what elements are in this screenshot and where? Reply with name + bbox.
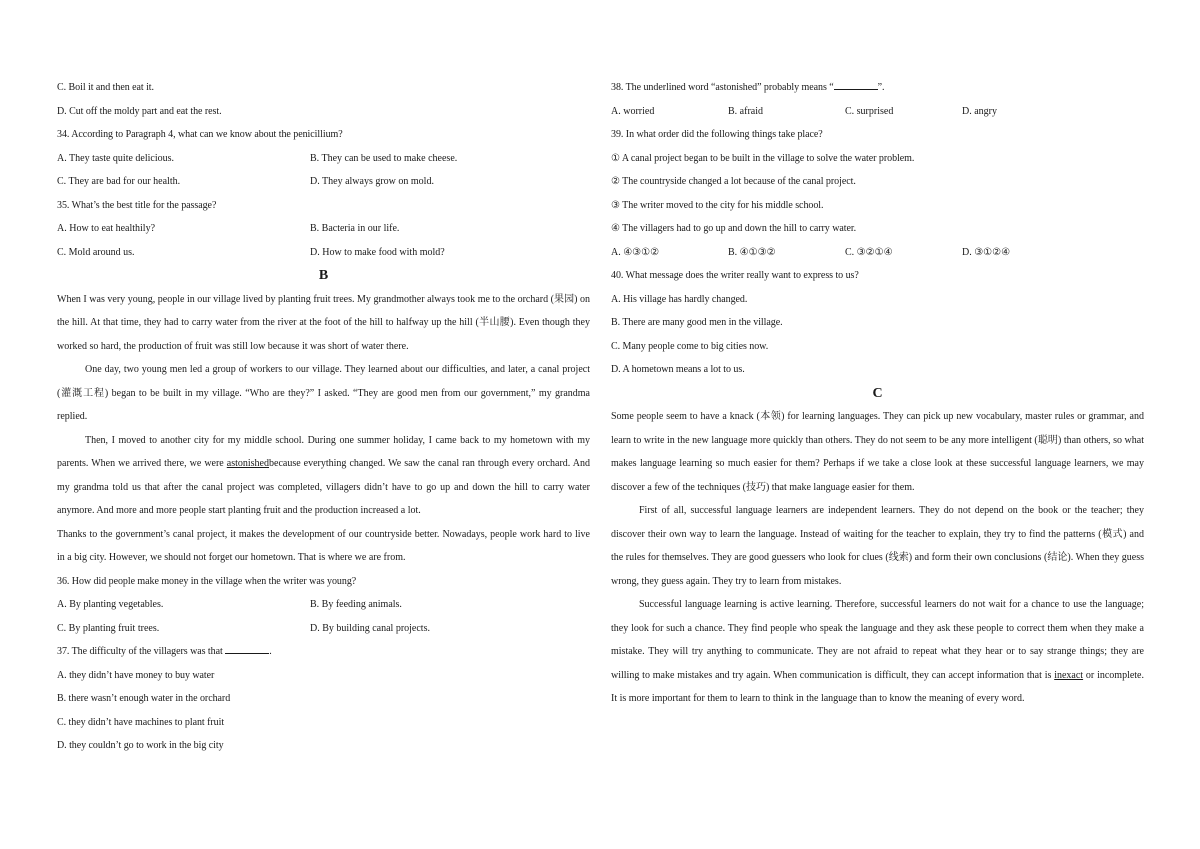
left-column — [57, 76, 590, 758]
underlined-word-inexact: inexact — [1054, 669, 1084, 681]
q40-stem: 40. What message does the writer really want to express to us? — [611, 270, 859, 281]
q39-event-3: ③ The writer moved to the city for his middle school. — [611, 199, 824, 211]
q37-option-b: B. there wasn’t enough water in the orchard — [57, 693, 231, 704]
q33-option-c: C. Boil it and then eat it. — [57, 82, 154, 93]
q40-option-c: C. Many people come to big cities now. — [611, 340, 769, 352]
q39-option-b: B. ④①③② — [728, 246, 776, 258]
q37-stem-text: 37. The difficulty of the villagers was that — [57, 646, 223, 657]
q36-options-row-1 — [57, 593, 590, 617]
q38-stem-before: 38. The underlined word “astonished” probably means “ — [611, 82, 834, 93]
passage-b-paragraph-2: One day, two young men led a group of workers to our village. They learned about our difficulties, and later, a canal project (灌溉工程) began to be built in my village. “Who are they?” I asked. “They are good men from our government,” my grandma replied. — [57, 364, 590, 422]
q34-option-a: A. They taste quite delicious. — [57, 152, 175, 164]
q39-stem: 39. In what order did the following things take place? — [611, 129, 823, 140]
q38-stem-after: ”. — [877, 82, 885, 93]
q38-option-d: D. angry — [962, 105, 997, 117]
q37-option-a: A. they didn’t have money to buy water — [57, 669, 215, 681]
q39-event-1: ① A canal project began to be built in the village to solve the water problem. — [611, 152, 915, 164]
q38-answer-blank — [834, 78, 878, 90]
passage-c-paragraph-1: Some people seem to have a knack (本领) for learning languages. They can pick up new vocabulary, master rules or grammar, and learn to write in the new language more quickly than others. They do not seem to be any more intelligent (聪明) than others, so what makes language learning so much easier for them? Perhaps if we take a close look at these successful language learners, we may discover a few of the techniques (技巧) that make language easier for them. — [611, 411, 1144, 493]
q34-option-b: B. They can be used to make cheese. — [310, 152, 458, 164]
q35-option-a: A. How to eat healthily? — [57, 223, 156, 234]
q35-option-d: D. How to make food with mold? — [310, 246, 445, 258]
passage-b-p3-text-before: Then, I moved to another city for my middle school. During one summer holiday, I came back to my hometown with my parents. When we arrived there, we were — [57, 434, 590, 469]
q38-options-row — [611, 100, 1144, 124]
q35-option-b: B. Bacteria in our life. — [310, 223, 400, 234]
section-b-heading: B — [318, 268, 329, 283]
q36-option-a: A. By planting vegetables. — [57, 599, 164, 610]
passage-b-paragraph-1: When I was very young, people in our village lived by planting fruit trees. My grandmother always took me to the orchard (果园) on the hill. At that time, they had to carry water from the river at the foot of the hill to halfway up the hill (半山腰). Even though they worked so hard, the production of fruit was still low because it was short of water there. — [57, 293, 590, 352]
passage-b-p3-text-after: because everything changed. We saw the canal ran through every orchard. And my grandma told us that after the canal project was completed, villagers didn’t have to go up and down the hill to carry water anymore. And more and more people start planting fruit and the production increased a lot. — [57, 458, 591, 516]
q35-option-c: C. Mold around us. — [57, 246, 135, 258]
q36-option-d: D. By building canal projects. — [310, 622, 430, 634]
passage-b-paragraph-3 — [57, 429, 590, 523]
q40-option-d: D. A hometown means a lot to us. — [611, 364, 745, 375]
q38-option-c: C. surprised — [845, 105, 894, 117]
q39-option-d: D. ③①②④ — [962, 246, 1011, 258]
q33-option-d: D. Cut off the moldy part and eat the rest. — [57, 105, 222, 117]
q37-option-c: C. they didn’t have machines to plant fruit — [57, 716, 225, 728]
section-c-heading: C — [872, 385, 883, 401]
underlined-word-astonished: astonished — [226, 458, 269, 469]
q38-option-b: B. afraid — [728, 105, 763, 117]
q35-stem: 35. What’s the best title for the passage? — [57, 199, 217, 211]
q38-stem — [611, 76, 1144, 100]
q36-option-b: B. By feeding animals. — [310, 599, 402, 610]
passage-c-paragraph-2: First of all, successful language learners are independent learners. They do not depend on the book or the teacher; they discover their own way to learn the language. Instead of waiting for the teacher to explain, they try to find the patterns (模式) and the rules for themselves. They are good guessers who look for clues (线索) and form their own conclusions (结论). When they guess wrong, they guess again. They try to learn from mistakes. — [611, 505, 1144, 587]
q34-option-d: D. They always grow on mold. — [310, 176, 434, 187]
q35-options-row-2 — [57, 241, 590, 265]
q39-option-c: C. ③②①④ — [845, 246, 893, 258]
q39-event-2: ② The countryside changed a lot because of the canal project. — [611, 176, 856, 187]
q39-event-4: ④ The villagers had to go up and down the hill to carry water. — [611, 223, 857, 234]
passage-c-paragraph-3 — [611, 593, 1144, 711]
passage-b-paragraph-4: Thanks to the government’s canal project, it makes the development of our countryside better. Nowadays, people work hard to live in a big city. However, we should not forget our hometown. That is where we are from. — [57, 528, 590, 563]
q39-option-a: A. ④③①② — [611, 246, 660, 258]
q37-answer-blank — [225, 642, 269, 654]
q34-options-row-1 — [57, 147, 590, 171]
q34-options-row-2 — [57, 170, 590, 194]
q37-option-d: D. they couldn’t go to work in the big city — [57, 740, 224, 751]
q36-options-row-2 — [57, 617, 590, 641]
q35-options-row-1 — [57, 217, 590, 241]
q39-options-row — [611, 241, 1144, 265]
q34-stem: 34. According to Paragraph 4, what can we know about the penicillium? — [57, 129, 343, 140]
passage-c-p3-text-after: or incomplete. It is more important for them to learn to think in the language than to know the meaning of every word. — [611, 669, 1144, 704]
q38-option-a: A. worried — [611, 105, 655, 117]
q34-option-c: C. They are bad for our health. — [57, 176, 181, 187]
q40-option-b: B. There are many good men in the village. — [611, 317, 783, 328]
q40-option-a: A. His village has hardly changed. — [611, 293, 748, 305]
right-column — [611, 76, 1144, 711]
q36-option-c: C. By planting fruit trees. — [57, 622, 160, 634]
q37-stem: 37. The difficulty of the villagers was that . — [57, 640, 590, 664]
q36-stem: 36. How did people make money in the village when the writer was young? — [57, 575, 357, 587]
passage-c-p3-text-before: Successful language learning is active learning. Therefore, successful learners do not wait for a chance to use the language; they look for such a chance. They find people who speak the language and they ask these people to correct them when they make a mistake. They will try anything to communicate. They are not afraid to repeat what they hear or to say strange things; they are willing to make mistakes and try again. When communication is difficult, they can accept information that is — [611, 599, 1144, 681]
